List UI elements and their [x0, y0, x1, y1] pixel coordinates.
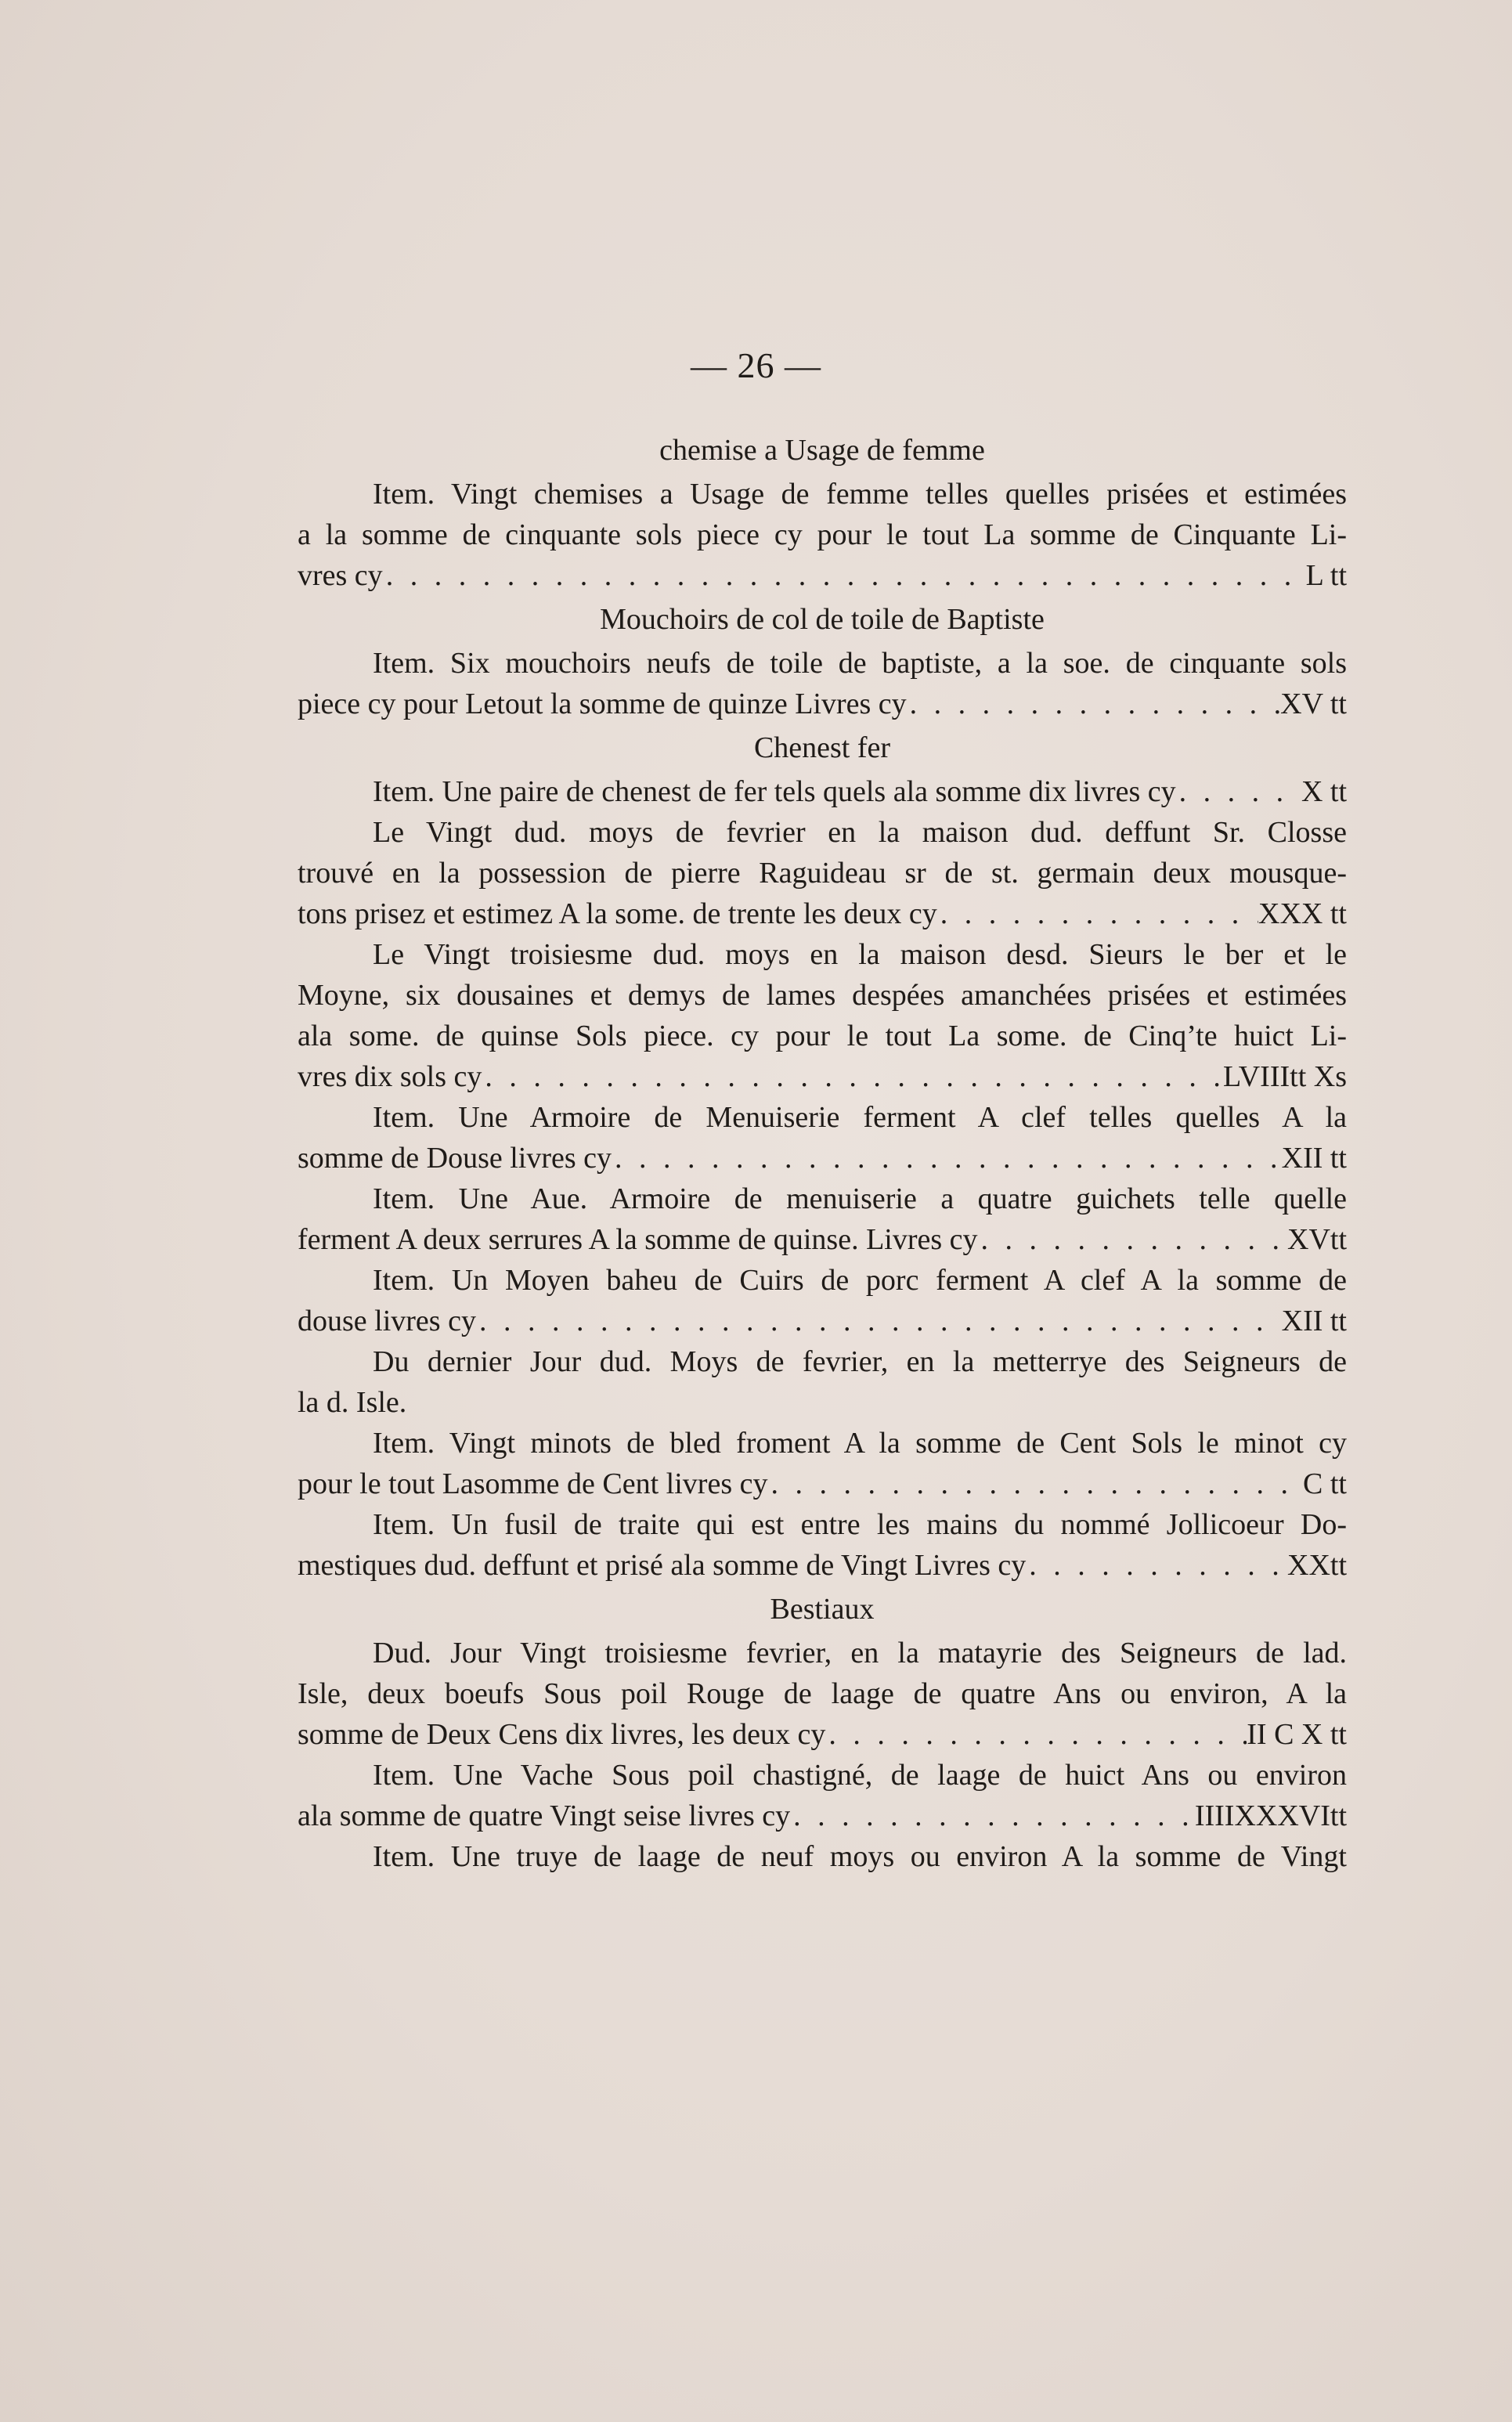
entry-line: Le Vingt troisiesme dud. moys en la maison desd. Sieurs le ber et le [373, 938, 1347, 971]
entry-line: trouvé en la possession de pierre Raguideau sr de st. germain deux mousque- [298, 857, 1347, 890]
leader-row [298, 1545, 1347, 1586]
amount-value: XVtt [1287, 1223, 1347, 1256]
entry-line: Item. Une Aue. Armoire de menuiserie a quatre guichets telle quelle [373, 1182, 1347, 1215]
entry-line: Item. Six mouchoirs neufs de toile de baptiste, a la soe. de cinquante sols [373, 647, 1347, 680]
amount-value: XXtt [1287, 1549, 1347, 1582]
leader-row [298, 1714, 1347, 1755]
inventory-entry [298, 1260, 1347, 1341]
entry-line: Le Vingt dud. moys de fevrier en la maison dud. deffunt Sr. Closse [373, 816, 1347, 849]
inventory-entry [298, 771, 1347, 812]
entry-line: Isle, deux boeufs Sous poil Rouge de laage de quatre Ans ou environ, A la [298, 1677, 1347, 1710]
entry-text: tons prisez et estimez A la some. de trente les deux cy [298, 897, 937, 930]
leader-row [298, 684, 1347, 724]
inventory-entry [298, 812, 1347, 934]
amount-value: II C X tt [1247, 1718, 1347, 1751]
leader-row [298, 1056, 1347, 1097]
amount-value: XII tt [1281, 1305, 1347, 1337]
entry-text: ferment A deux serrures A la somme de quinse. Livres cy [298, 1223, 978, 1256]
leader-row [298, 1138, 1347, 1179]
section-heading: Bestiaux [770, 1593, 875, 1626]
inventory-entry [298, 934, 1347, 1097]
entry-text: ala somme de quatre Vingt seise livres cy [298, 1799, 791, 1832]
entry-line: Item. Vingt chemises a Usage de femme telles quelles prisées et estimées [373, 478, 1347, 511]
dot-leader [1026, 1545, 1287, 1586]
dot-leader [937, 893, 1258, 934]
section-heading: Chenest fer [753, 731, 891, 764]
dot-leader [907, 684, 1281, 724]
section-heading: Mouchoirs de col de toile de Baptiste [600, 603, 1045, 636]
entry-line: Item. Un fusil de traite qui est entre les mains du nommé Jollicoeur Do- [373, 1508, 1347, 1541]
inventory-entry [298, 643, 1347, 724]
leader-row [298, 1796, 1347, 1836]
dot-leader [482, 1056, 1223, 1097]
entry-text: douse livres cy [298, 1305, 476, 1337]
amount-value: XXX tt [1258, 897, 1347, 930]
entry-line: a la somme de cinquante sols piece cy pour le tout La somme de Cinquante Li- [298, 518, 1347, 551]
amount-value: C tt [1303, 1467, 1347, 1500]
entry-text: Item. Une paire de chenest de fer tels quels ala somme dix livres cy [373, 775, 1176, 808]
entry-line: la d. Isle. [298, 1386, 407, 1419]
entry-text: mestiques dud. deffunt et prisé ala somme de Vingt Livres cy [298, 1549, 1027, 1582]
entry-line: Du dernier Jour dud. Moys de fevrier, en la metterrye des Seigneurs de [373, 1345, 1347, 1378]
inventory-entry [298, 1504, 1347, 1586]
dot-leader [825, 1714, 1247, 1755]
leader-row [298, 1219, 1347, 1260]
entry-text: vres dix sols cy [298, 1060, 482, 1093]
amount-value: L tt [1305, 559, 1347, 592]
inventory-entry [298, 474, 1347, 596]
section-heading: chemise a Usage de femme [659, 434, 985, 467]
entry-line: Item. Un Moyen baheu de Cuirs de porc ferment A clef A la somme de [373, 1264, 1347, 1297]
inventory-text [298, 427, 1347, 1877]
entry-line: Moyne, six dousaines et demys de lames despées amanchées prisées et estimées [298, 979, 1347, 1012]
amount-value: X tt [1301, 775, 1347, 808]
dot-leader [790, 1796, 1195, 1836]
leader-row [298, 1301, 1347, 1341]
inventory-entry [298, 1633, 1347, 1755]
entry-line: Item. Une Armoire de Menuiserie ferment A clef telles quelles A la [373, 1101, 1347, 1134]
amount-value: IIIIXXXVItt [1194, 1799, 1347, 1832]
dot-leader [383, 555, 1306, 596]
entry-line: Item. Vingt minots de bled froment A la somme de Cent Sols le minot cy [373, 1427, 1347, 1460]
dot-leader [978, 1219, 1287, 1260]
leader-row [298, 771, 1347, 812]
entry-text: piece cy pour Letout la somme de quinze Livres cy [298, 688, 907, 720]
entry-text: somme de Deux Cens dix livres, les deux cy [298, 1718, 826, 1751]
dot-leader [612, 1138, 1282, 1179]
leader-row [298, 1464, 1347, 1504]
entry-text: vres cy [298, 559, 383, 592]
page-number: — 26 — [691, 345, 821, 385]
entry-line: Dud. Jour Vingt troisiesme fevrier, en la matayrie des Seigneurs de lad. [373, 1637, 1347, 1669]
inventory-entry [298, 1341, 1347, 1423]
entry-text: somme de Douse livres cy [298, 1142, 612, 1175]
amount-value: XV tt [1280, 688, 1347, 720]
dot-leader [476, 1301, 1282, 1341]
dot-leader [1176, 771, 1301, 812]
leader-row [298, 555, 1347, 596]
entry-line-with-amount [298, 771, 1347, 812]
dot-leader [767, 1464, 1303, 1504]
inventory-entry [298, 1755, 1347, 1836]
entry-line: ala some. de quinse Sols piece. cy pour le tout La some. de Cinq’te huict Li- [298, 1020, 1347, 1052]
entry-line: Item. Une truye de laage de neuf moys ou environ A la somme de Vingt [373, 1840, 1347, 1873]
inventory-entry [298, 1179, 1347, 1260]
inventory-entry [298, 1423, 1347, 1504]
entry-text: pour le tout Lasomme de Cent livres cy [298, 1467, 768, 1500]
amount-value: LVIIItt Xs [1223, 1060, 1347, 1093]
inventory-entry [298, 1097, 1347, 1179]
amount-value: XII tt [1281, 1142, 1347, 1175]
inventory-entry [298, 1836, 1347, 1877]
leader-row [298, 893, 1347, 934]
entry-line: Item. Une Vache Sous poil chastigné, de laage de huict Ans ou environ [373, 1759, 1347, 1792]
